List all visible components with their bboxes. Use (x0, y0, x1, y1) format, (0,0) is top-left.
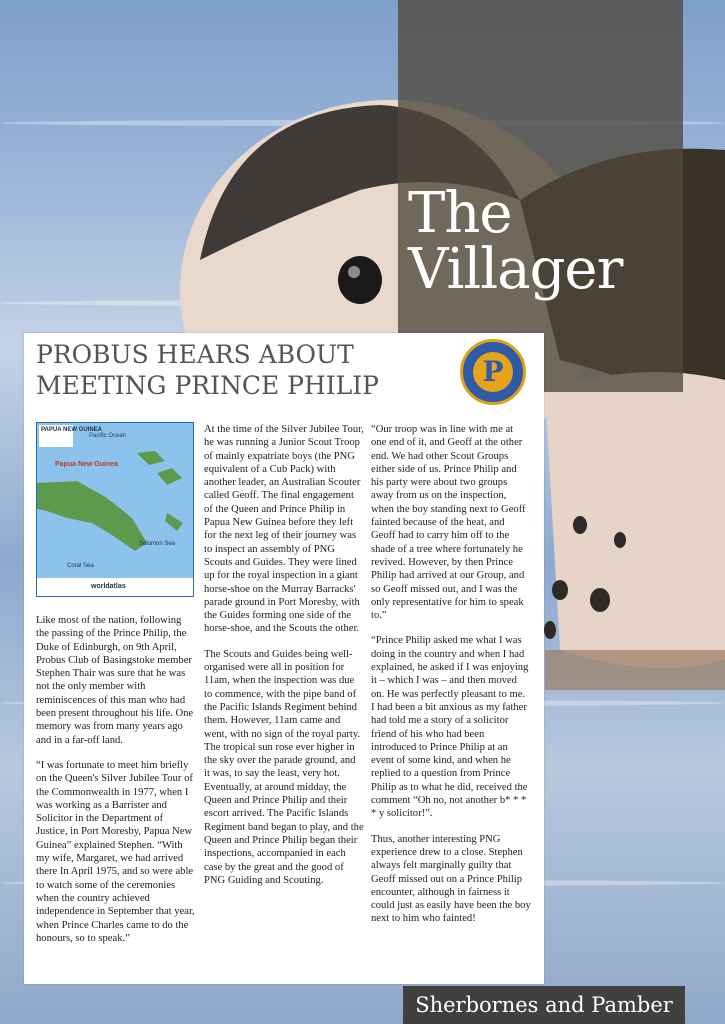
map-country-label: Papua New Guinea (55, 461, 119, 468)
png-map (36, 422, 194, 597)
paragraph: At the time of the Silver Jubilee Tour, he was running a Junior Scout Troop of mainly expatriate boys (the PNG equivalent of a Cub Pack) with another leader, an Australian Scouter called Geoff. The final engagement of the Queen and Prince Philip in Papua New Guinea before they left for the next leg of their journey was to inspect an assembly of PNG Scouts and Guides. They were lined up for the royal inspection in a giant horse-shoe on the Murray Barracks' parade ground in Port Moresby, with the Guides forming one side of the horse-shoe, and the Scouts the other. (204, 424, 364, 635)
map-ocean-label: Pacific Ocean (89, 433, 127, 439)
paragraph: Thus, another interesting PNG experience drew to a close. Stephen always felt marginally guilty that Geoff missed out on a Prince Philip encounter, although in fairness it could just as easily have been the boy next to him who fainted! (371, 833, 531, 925)
map-sea-label: Coral Sea (67, 563, 94, 569)
map-landmass (37, 423, 193, 596)
title-line-2: Villager (408, 237, 623, 302)
paragraph: “Prince Philip asked me what I was doing in the country and when I had explained, he asked if I was enjoying it – which I was – and then moved on. He was perfectly pleasant to me. I had been a bit anxious as my father had told me a story of a solicitor friend of his who had been introduced to Prince Philip at an event of some kind, and when he replied to a question from Prince Philip as to what he did, received the comment “Oh no, not another b* * * * y solicitor!”. (371, 635, 529, 820)
article-column-3 (371, 423, 531, 938)
article-column-1 (36, 614, 196, 957)
map-sea-label: Solomon Sea (139, 541, 176, 547)
paragraph: Like most of the nation, following the passing of the Prince Philip, the Duke of Edinburgh, on 9th April, Probus Club of Basingstoke member Stephen Thair was sure that he was not the only member with reminiscences of this man who had been present throughout his life. One memory was from many years ago and in a far-off land. (36, 615, 194, 746)
title-line-1: The (408, 181, 512, 246)
article-card (24, 333, 544, 984)
paragraph: The Scouts and Guides being well-organised were all in position for 11am, when the inspection was due to commence, with the pipe band of the Pacific Islands Regiment behind them. However, 11am came and went, with no sign of the royal party. The tropical sun rose ever higher in the sky over the parade ground, and it was, to say the least, very hot. Eventually, at around midday, the Queen and Prince Philip and their escort arrived. The Pacific Islands Regiment band began to play, and the Queen and Prince Philip began their inspections, accompanied in each case by the great and the good of PNG Guiding and Scouting. (204, 648, 364, 886)
probus-logo-letter: P (473, 352, 513, 392)
article-column-2 (204, 423, 364, 899)
probus-logo (460, 339, 526, 405)
paragraph: “Our troop was in line with me at one end of it, and Geoff at the other end. We had other Scout Groups either side of us. Prince Philip and his party were about two groups away from us on the inspection, when the boy standing next to Geoff fainted because of the heat, and Geoff had to carry him off to the shade of a tree where fortunately he revived. However, by then Prince Philip had arrived at our Group, and so Geoff missed out, and I was the only representative for him to speak to.” (371, 424, 526, 622)
map-title: PAPUA NEW GUINEA (41, 427, 103, 433)
article-headline: PROBUS HEARS ABOUT MEETING PRINCE PHILIP (36, 340, 379, 400)
magazine-title (408, 181, 623, 302)
magazine-footer: Sherbornes and Pamber (403, 986, 685, 1024)
map-brand: worldatlas (91, 583, 126, 590)
paragraph: “I was fortunate to meet him briefly on the Queen's Silver Jubilee Tour of the Commonwealth in 1977, when I was working as a Barrister and Solicitor in the Department of Justice, in Port Moresby, Papua New Guinea” explained Stephen. “With my wife, Margaret, we had arrived there In April 1975, and so were able to watch some of the ceremonies when the country achieved independence in September that year, when Prince Charles came to do the honours, so to speak.” (36, 759, 195, 944)
